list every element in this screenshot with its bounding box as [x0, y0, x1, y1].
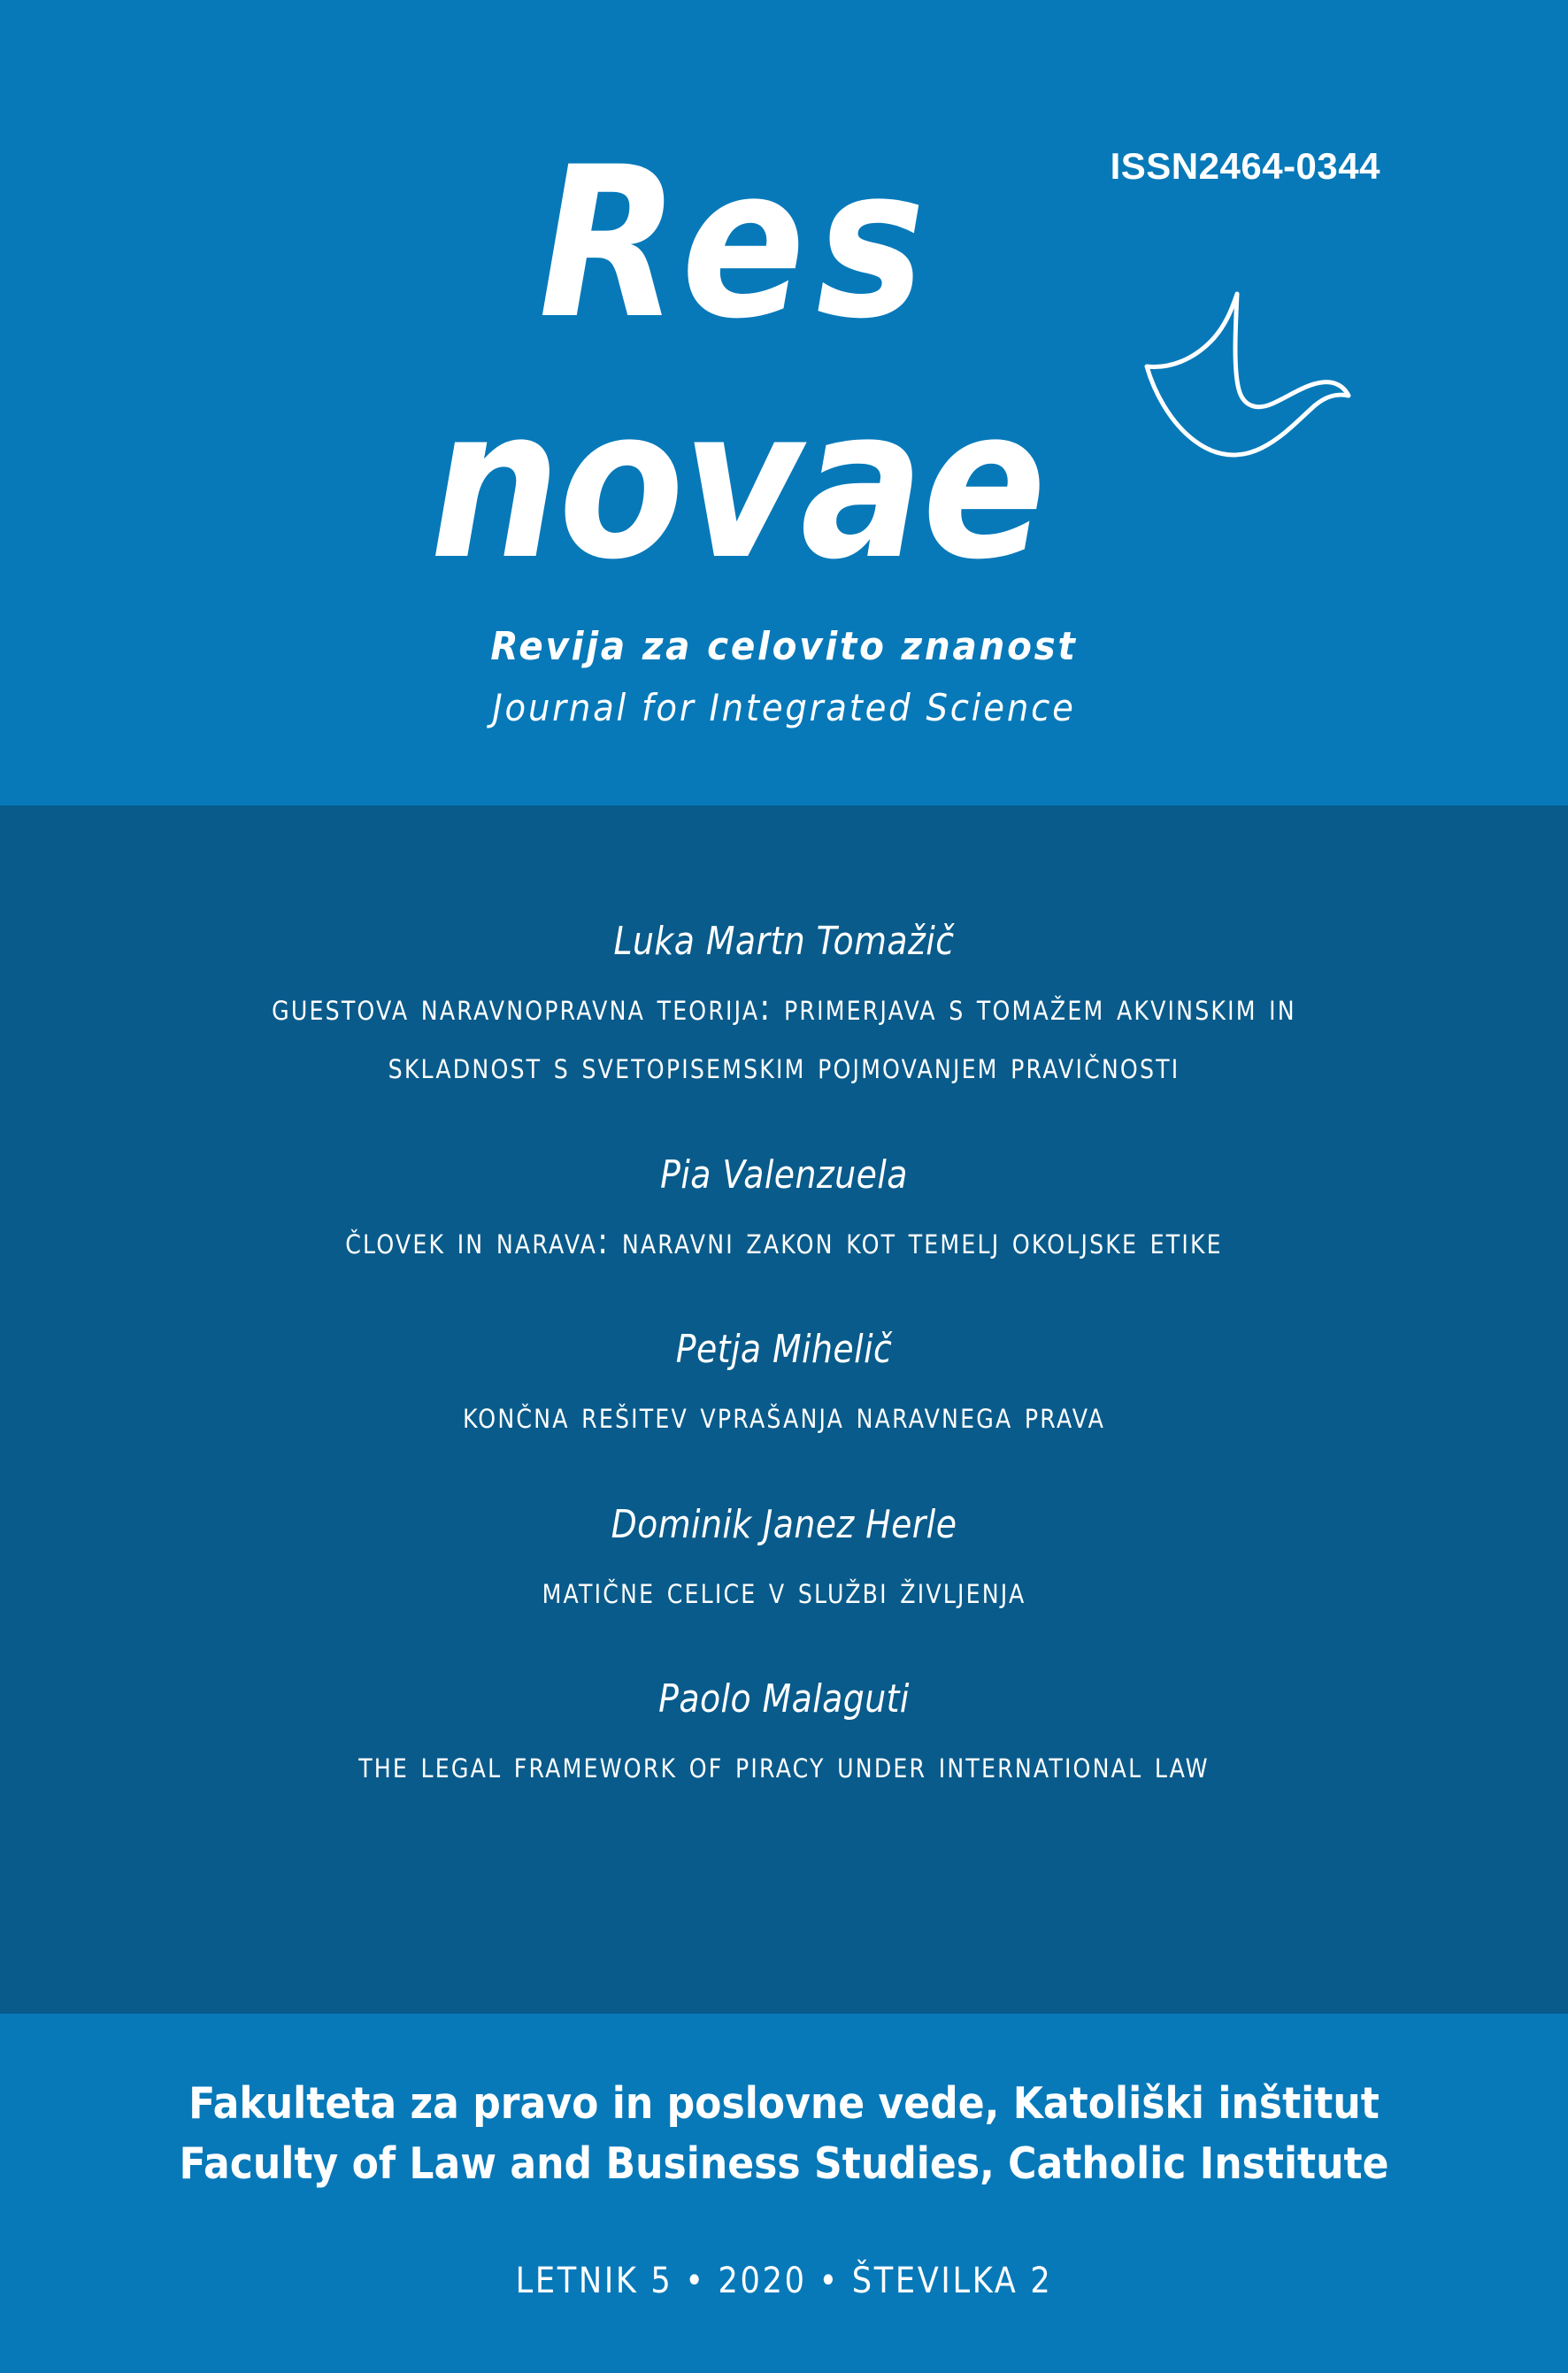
publisher-name-slovenian: Fakulteta za pravo in poslovne vede, Katoliški inštitut: [188, 2078, 1380, 2129]
article-entry: [0, 1500, 1568, 1620]
contents-band: [0, 805, 1568, 2014]
journal-title-res: Res: [538, 123, 936, 365]
masthead-band: [0, 0, 1568, 805]
article-title: guestova naravnopravna teorija: primerjava s tomažem akvinskim in skladnost s svetopisemskim pojmovanjem pravičnosti: [272, 986, 1296, 1088]
article-author: Dominik Janez Herle: [611, 1501, 957, 1547]
article-author: Paolo Malaguti: [658, 1676, 910, 1722]
journal-title-novae: novae: [429, 364, 1045, 605]
article-entry: [0, 1675, 1568, 1794]
article-author: Pia Valenzuela: [660, 1152, 908, 1198]
subtitle-english: Journal for Integrated Science: [492, 686, 1076, 729]
article-title: matične celice v službi življenja: [542, 1568, 1026, 1612]
article-title: the legal framework of piracy under international law: [358, 1744, 1210, 1787]
article-title: končna rešitev vprašanja naravnega prava: [462, 1394, 1106, 1437]
publisher-band: [0, 2014, 1568, 2373]
article-entry: [0, 917, 1568, 1096]
article-entry: [0, 1325, 1568, 1445]
publisher-name-english: Faculty of Law and Business Studies, Catholic Institute: [179, 2138, 1389, 2189]
dove-icon: [1124, 285, 1354, 466]
article-title: človek in narava: naravni zakon kot temelj okoljske etike: [345, 1219, 1223, 1262]
issn-label: ISSN2464-0344: [1110, 145, 1380, 187]
article-entry: [0, 1151, 1568, 1270]
issue-info: LETNIK 5 • 2020 • ŠTEVILKA 2: [515, 2261, 1053, 2302]
article-author: Luka Martn Tomažič: [613, 919, 955, 964]
subtitle-slovenian: Revija za celovito znanost: [490, 624, 1078, 669]
article-author: Petja Mihelič: [675, 1327, 893, 1373]
